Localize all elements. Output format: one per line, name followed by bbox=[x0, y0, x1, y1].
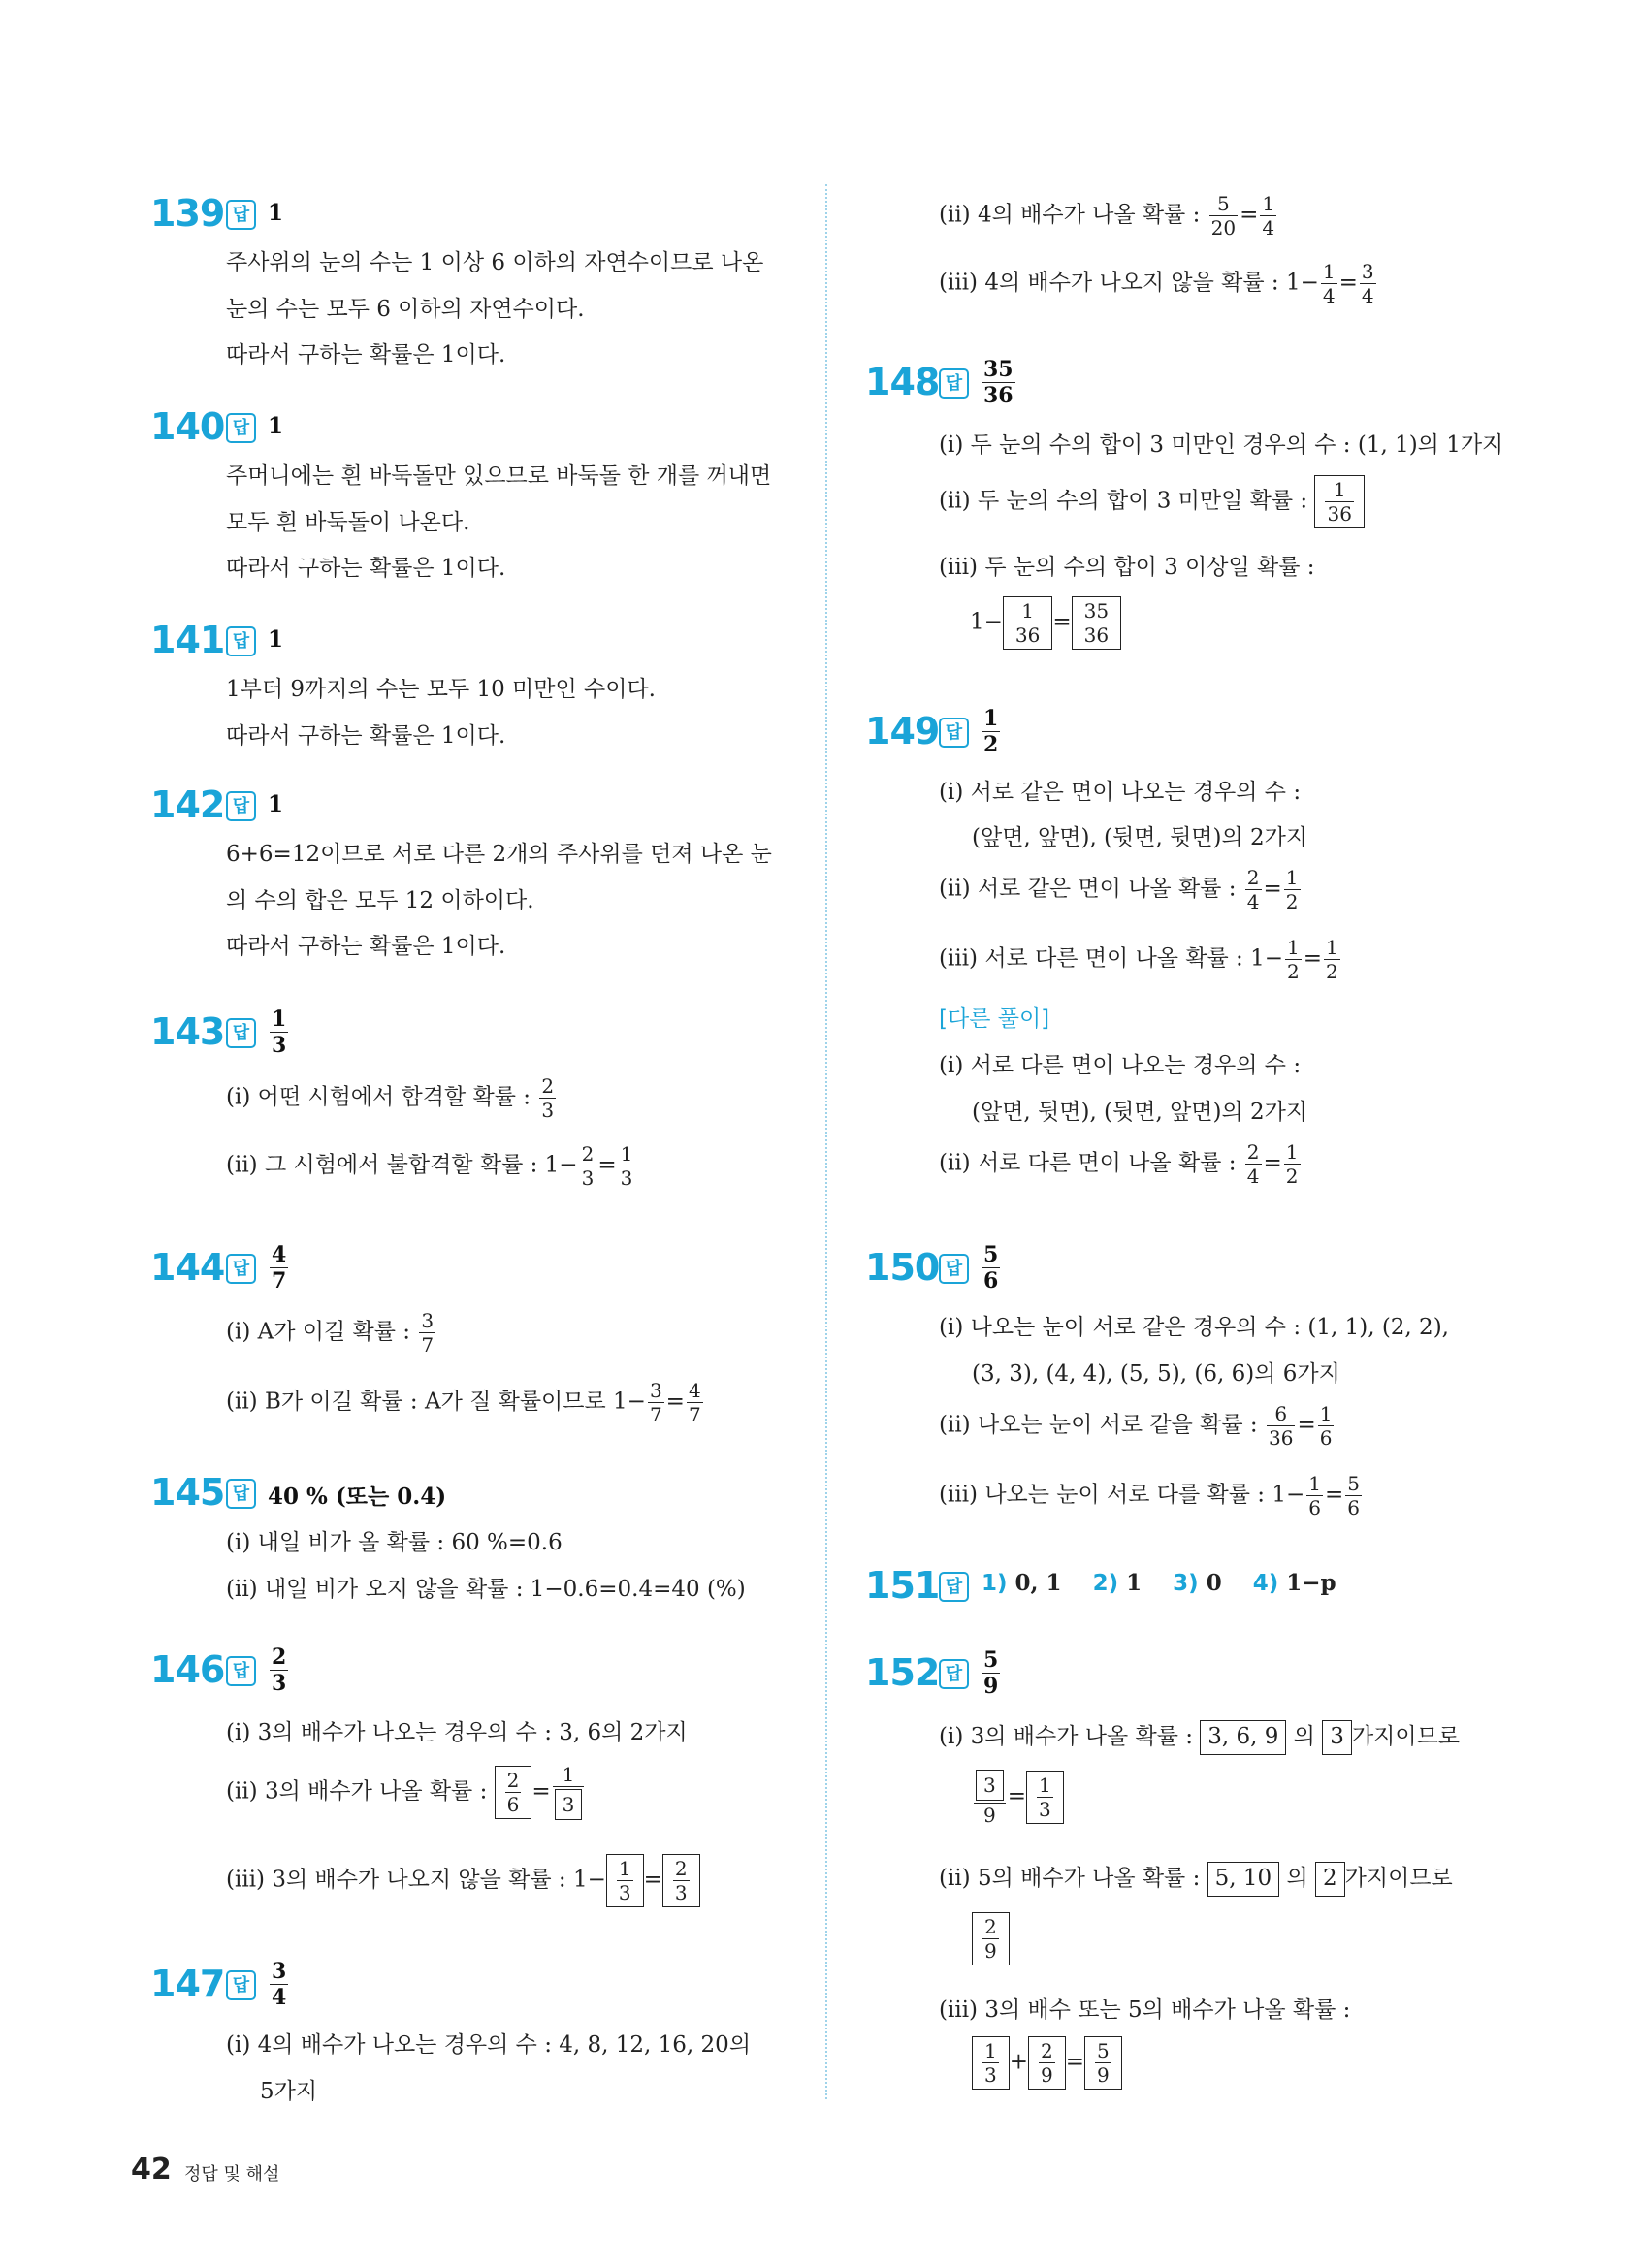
solution-line: 모두 흰 바둑돌이 나온다. bbox=[226, 510, 470, 535]
solution-line: $\frac{3}{9}$ = $\frac{1}{3}$ bbox=[972, 1770, 1064, 1825]
solution-line: (ⅱ) 4의 배수가 나올 확률 : $\frac{5}{20}$ = $\frac{1}{4}$ bbox=[939, 192, 1275, 240]
solution-line: (ⅱ) 서로 같은 면이 나올 확률 : $\frac{2}{4}$ = $\frac{1}{2}$ bbox=[939, 866, 1299, 913]
solution-line: (ⅰ) 나오는 눈이 서로 같은 경우의 수 : (1, 1), (2, 2), bbox=[939, 1315, 1449, 1340]
problem-number: 147 bbox=[150, 1963, 225, 2005]
solution-line: (앞면, 앞면), (뒷면, 뒷면)의 2가지 bbox=[972, 825, 1308, 850]
alt-solution-label: [다른 풀이] bbox=[939, 1006, 1050, 1032]
solution-line: (ⅰ) 3의 배수가 나오는 경우의 수 : 3, 6의 2가지 bbox=[226, 1720, 688, 1745]
solution-line: (ⅰ) 어떤 시험에서 합격할 확률 : $\frac{2}{3}$ bbox=[226, 1074, 555, 1122]
answer-value: $\frac{5}{6}$ bbox=[983, 1242, 999, 1294]
solution-line: 주머니에는 흰 바둑돌만 있으므로 바둑돌 한 개를 꺼내면 bbox=[226, 463, 772, 489]
column-divider bbox=[825, 184, 827, 2099]
answer-value: $\frac{5}{9}$ bbox=[983, 1647, 999, 1699]
solution-line: (ⅱ) 5의 배수가 나올 확률 : 5, 10 의 2 가지이므로 bbox=[939, 1860, 1453, 1897]
solution-line: 5가지 bbox=[260, 2079, 318, 2104]
problem-number: 151 bbox=[865, 1564, 940, 1607]
problem-number: 142 bbox=[150, 783, 225, 826]
solution-line: (앞면, 뒷면), (뒷면, 앞면)의 2가지 bbox=[972, 1100, 1308, 1125]
solution-line: 따라서 구하는 확률은 1이다. bbox=[226, 556, 506, 581]
solution-line: (ⅲ) 3의 배수 또는 5의 배수가 나올 확률 : bbox=[939, 1997, 1351, 2023]
solution-line: (ⅰ) 두 눈의 수의 합이 3 미만인 경우의 수 : (1, 1)의 1가지 bbox=[939, 432, 1504, 458]
answer-value: $\frac{2}{3}$ bbox=[272, 1645, 287, 1696]
answer-badge: 답 bbox=[226, 626, 256, 656]
solution-line: 눈의 수는 모두 6 이하의 자연수이다. bbox=[226, 297, 585, 322]
answer-value: $\frac{1}{3}$ bbox=[272, 1006, 287, 1058]
answer-value: $\frac{4}{7}$ bbox=[272, 1242, 287, 1294]
answer-badge: 답 bbox=[939, 718, 969, 748]
answer-badge: 답 bbox=[226, 1479, 256, 1509]
problem-number: 148 bbox=[865, 361, 940, 403]
answer-value: 1 bbox=[268, 626, 284, 653]
problem-number: 146 bbox=[150, 1648, 225, 1691]
solution-line: 따라서 구하는 확률은 1이다. bbox=[226, 934, 506, 959]
solution-line: (ⅰ) 3의 배수가 나올 확률 : 3, 6, 9 의 3 가지이므로 bbox=[939, 1718, 1460, 1755]
answer-badge: 답 bbox=[939, 1659, 969, 1689]
answer-value: $\frac{3}{4}$ bbox=[272, 1959, 287, 2010]
solution-line: 6+6=12이므로 서로 다른 2개의 주사위를 던져 나온 눈 bbox=[226, 842, 772, 867]
solution-line: 의 수의 합은 모두 12 이하이다. bbox=[226, 888, 534, 913]
solution-line: (ⅱ) 두 눈의 수의 합이 3 미만일 확률 : $\frac{1}{36}$ bbox=[939, 475, 1365, 528]
answer-badge: 답 bbox=[939, 1254, 969, 1284]
answer-value: $\frac{1}{2}$ bbox=[983, 706, 999, 757]
solution-line: (ⅱ) 서로 다른 면이 나올 확률 : $\frac{2}{4}$ = $\frac{1}{2}$ bbox=[939, 1140, 1299, 1188]
answer-badge: 답 bbox=[939, 1572, 969, 1602]
solution-line: 주사위의 눈의 수는 1 이상 6 이하의 자연수이므로 나온 bbox=[226, 250, 764, 275]
solution-line: 1− $\frac{1}{36}$ = $\frac{35}{36}$ bbox=[970, 596, 1121, 650]
answer-badge: 답 bbox=[939, 368, 969, 399]
answer-badge: 답 bbox=[226, 1656, 256, 1686]
solution-line: (ⅲ) 나오는 눈이 서로 다를 확률 : 1− $\frac{1}{6}$ = $\frac{5}{6}$ bbox=[939, 1472, 1360, 1519]
problem-number: 150 bbox=[865, 1246, 940, 1289]
problem-number: 140 bbox=[150, 405, 225, 448]
answer-value: 40 % (또는 0.4) bbox=[268, 1484, 447, 1510]
answer-value: 1 bbox=[268, 200, 284, 226]
solution-line: (ⅱ) 내일 비가 오지 않을 확률 : 1−0.6=0.4=40 (%) bbox=[226, 1577, 746, 1602]
page-number: 42 bbox=[131, 2153, 172, 2187]
answer-badge: 답 bbox=[226, 791, 256, 821]
answer-badge: 답 bbox=[226, 1254, 256, 1284]
problem-number: 149 bbox=[865, 710, 940, 752]
solution-line: (ⅲ) 두 눈의 수의 합이 3 이상일 확률 : bbox=[939, 555, 1315, 580]
answer-badge: 답 bbox=[226, 413, 256, 443]
solution-line: (ⅲ) 서로 다른 면이 나올 확률 : 1− $\frac{1}{2}$ = $\frac{1}{2}$ bbox=[939, 936, 1338, 983]
solution-line: (ⅰ) 내일 비가 올 확률 : 60 %=0.6 bbox=[226, 1530, 563, 1555]
solution-line: $\frac{1}{3}$ + $\frac{2}{9}$ = $\frac{5}{9}$ bbox=[972, 2036, 1122, 2090]
problem-number: 144 bbox=[150, 1246, 225, 1289]
answer-value: $\frac{35}{36}$ bbox=[983, 357, 1014, 408]
answer-badge: 답 bbox=[226, 200, 256, 230]
answer-list: 1) 0, 1 2) 1 3) 0 4) 1−p bbox=[982, 1570, 1336, 1596]
solution-line: (ⅰ) 서로 같은 면이 나오는 경우의 수 : bbox=[939, 780, 1302, 805]
problem-number: 139 bbox=[150, 192, 225, 235]
solution-line: $\frac{2}{9}$ bbox=[972, 1912, 1010, 1965]
solution-line: 따라서 구하는 확률은 1이다. bbox=[226, 342, 506, 367]
answer-badge: 답 bbox=[226, 1970, 256, 2000]
solution-line: (ⅱ) 그 시험에서 불합격할 확률 : 1− $\frac{2}{3}$ = $\frac{1}{3}$ bbox=[226, 1142, 633, 1190]
solution-line: (ⅱ) B가 이길 확률 : A가 질 확률이므로 1− $\frac{3}{7}$ = $\frac{4}{7}$ bbox=[226, 1379, 701, 1426]
solution-line: (ⅰ) 서로 다른 면이 나오는 경우의 수 : bbox=[939, 1053, 1302, 1078]
footer-label: 정답 및 해설 bbox=[184, 2164, 280, 2185]
solution-line: (ⅲ) 3의 배수가 나오지 않을 확률 : 1− $\frac{1}{3}$ = $\frac{2}{3}$ bbox=[226, 1854, 700, 1907]
solution-line: 따라서 구하는 확률은 1이다. bbox=[226, 723, 506, 749]
answer-value: 1 bbox=[268, 791, 284, 817]
solution-line: 1부터 9까지의 수는 모두 10 미만인 수이다. bbox=[226, 677, 656, 702]
solution-line: (3, 3), (4, 4), (5, 5), (6, 6)의 6가지 bbox=[972, 1361, 1340, 1387]
solution-line: (ⅱ) 3의 배수가 나올 확률 : $\frac{2}{6}$ = $\frac{1}{3}$ bbox=[226, 1765, 586, 1820]
problem-number: 145 bbox=[150, 1471, 225, 1514]
answer-value: 1 bbox=[268, 413, 284, 439]
solution-line: (ⅰ) A가 이길 확률 : $\frac{3}{7}$ bbox=[226, 1309, 435, 1357]
answer-badge: 답 bbox=[226, 1018, 256, 1048]
solution-line: (ⅱ) 나오는 눈이 서로 같을 확률 : $\frac{6}{36}$ = $\frac{1}{6}$ bbox=[939, 1402, 1333, 1450]
problem-number: 152 bbox=[865, 1651, 940, 1694]
problem-number: 143 bbox=[150, 1010, 225, 1053]
solution-line: (ⅰ) 4의 배수가 나오는 경우의 수 : 4, 8, 12, 16, 20의 bbox=[226, 2032, 752, 2058]
solution-line: (ⅲ) 4의 배수가 나오지 않을 확률 : 1− $\frac{1}{4}$ = $\frac{3}{4}$ bbox=[939, 260, 1374, 307]
problem-number: 141 bbox=[150, 619, 225, 661]
